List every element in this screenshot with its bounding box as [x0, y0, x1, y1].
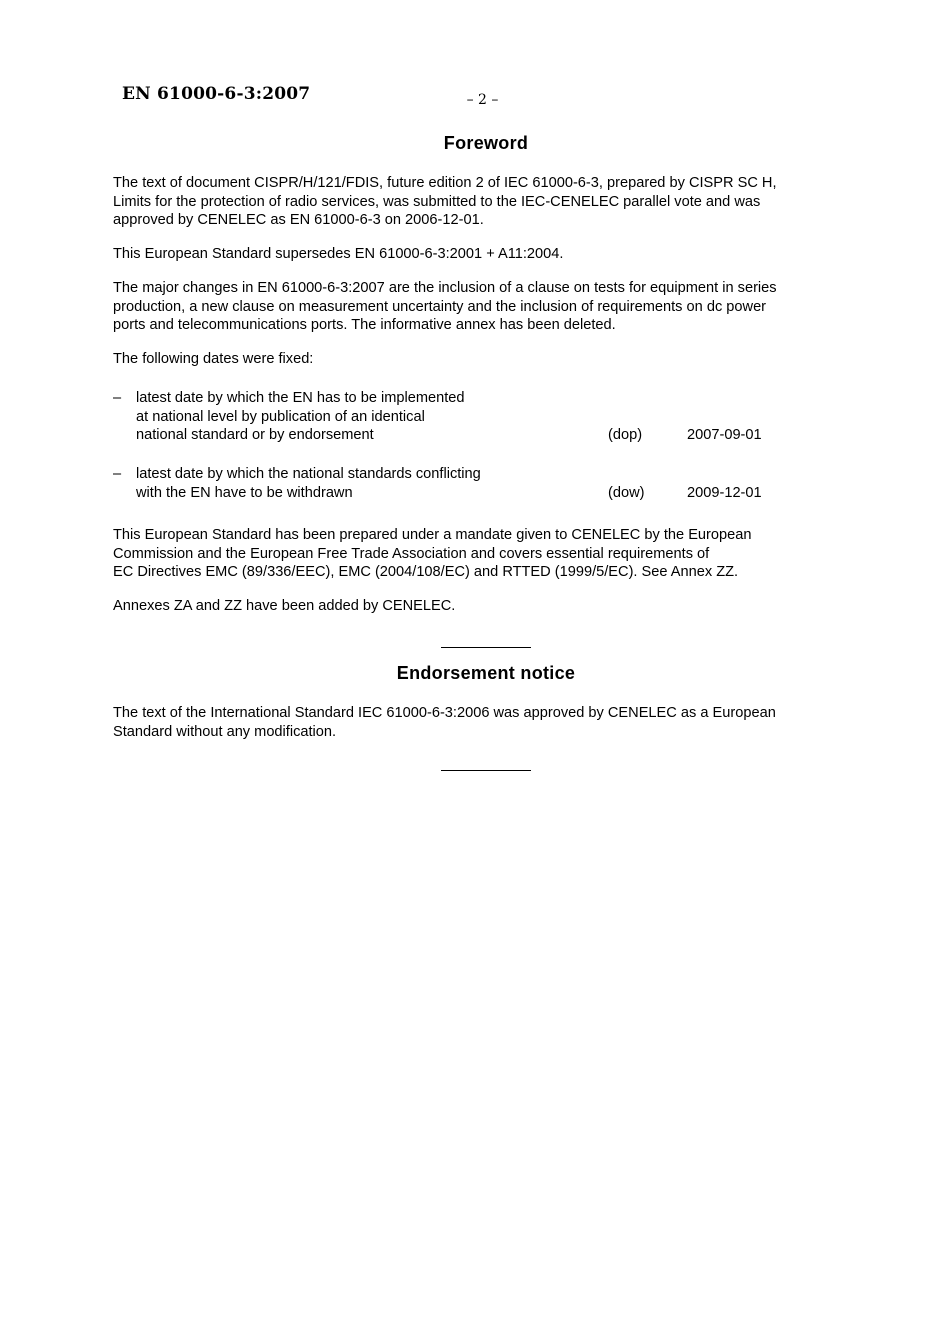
date-value: 2009-12-01 — [687, 484, 762, 501]
text-line: national standard or by endorsement — [136, 427, 374, 443]
foreword-paragraph-1 — [113, 174, 853, 230]
text-line: production, a new clause on measurement uncertainty and the inclusion of requirements on dc power — [113, 298, 767, 315]
text-line: latest date by which the EN has to be implemented — [136, 390, 465, 406]
foreword-paragraph-3 — [113, 279, 853, 335]
foreword-paragraph-5 — [113, 526, 853, 582]
text-line: The following dates were fixed: — [113, 351, 314, 367]
foreword-heading: Foreword — [443, 133, 529, 153]
section-divider — [441, 647, 531, 648]
text-line: This European Standard has been prepared under a mandate given to CENELEC by the European — [113, 527, 752, 543]
foreword-paragraph-6 — [113, 597, 853, 616]
text-line: with the EN have to be withdrawn — [136, 484, 353, 501]
page-number: – 2 – — [466, 92, 499, 108]
endorsement-heading: Endorsement notice — [396, 663, 576, 683]
text-line: Commission and the European Free Trade Association and covers essential requirements of — [113, 545, 710, 562]
text-line: The text of document CISPR/H/121/FDIS, future edition 2 of IEC 61000-6-3, prepared by CISPR SC H, — [113, 175, 777, 191]
date-value: 2007-09-01 — [687, 427, 762, 443]
text-line: The major changes in EN 61000-6-3:2007 are the inclusion of a clause on tests for equipment in series — [113, 280, 777, 296]
text-line: The text of the International Standard IEC 61000-6-3:2006 was approved by CENELEC as a European — [113, 705, 776, 721]
text-line: approved by CENELEC as EN 61000-6-3 on 2006-12-01. — [113, 212, 484, 228]
text-line: EC Directives EMC (89/336/EEC), EMC (2004/108/EC) and RTTED (1999/5/EC). See Annex ZZ. — [113, 564, 739, 580]
date-description — [136, 389, 465, 445]
date-item-dow — [113, 465, 853, 502]
text-line: This European Standard supersedes EN 61000-6-3:2001 + A11:2004. — [113, 246, 564, 262]
text-line: Annexes ZA and ZZ have been added by CENELEC. — [113, 598, 456, 614]
text-line: ports and telecommunications ports. The informative annex has been deleted. — [113, 317, 616, 333]
date-item-dop — [113, 389, 853, 445]
text-line: Limits for the protection of radio services, was submitted to the IEC-CENELEC parallel vote and was — [113, 193, 761, 210]
list-dash: – — [113, 466, 122, 482]
date-description — [136, 465, 481, 502]
text-line: at national level by publication of an identical — [136, 408, 425, 425]
text-line: Standard without any modification. — [113, 723, 337, 740]
text-line: latest date by which the national standards conflicting — [136, 466, 481, 482]
foreword-paragraph-2 — [113, 245, 853, 264]
foreword-paragraph-4 — [113, 350, 853, 369]
date-code: (dow) — [608, 484, 645, 501]
list-dash: – — [113, 390, 122, 406]
date-code: (dop) — [608, 427, 643, 443]
section-divider — [441, 770, 531, 771]
endorsement-paragraph — [113, 704, 853, 741]
document-id: EN 61000-6-3:2007 — [122, 84, 311, 104]
